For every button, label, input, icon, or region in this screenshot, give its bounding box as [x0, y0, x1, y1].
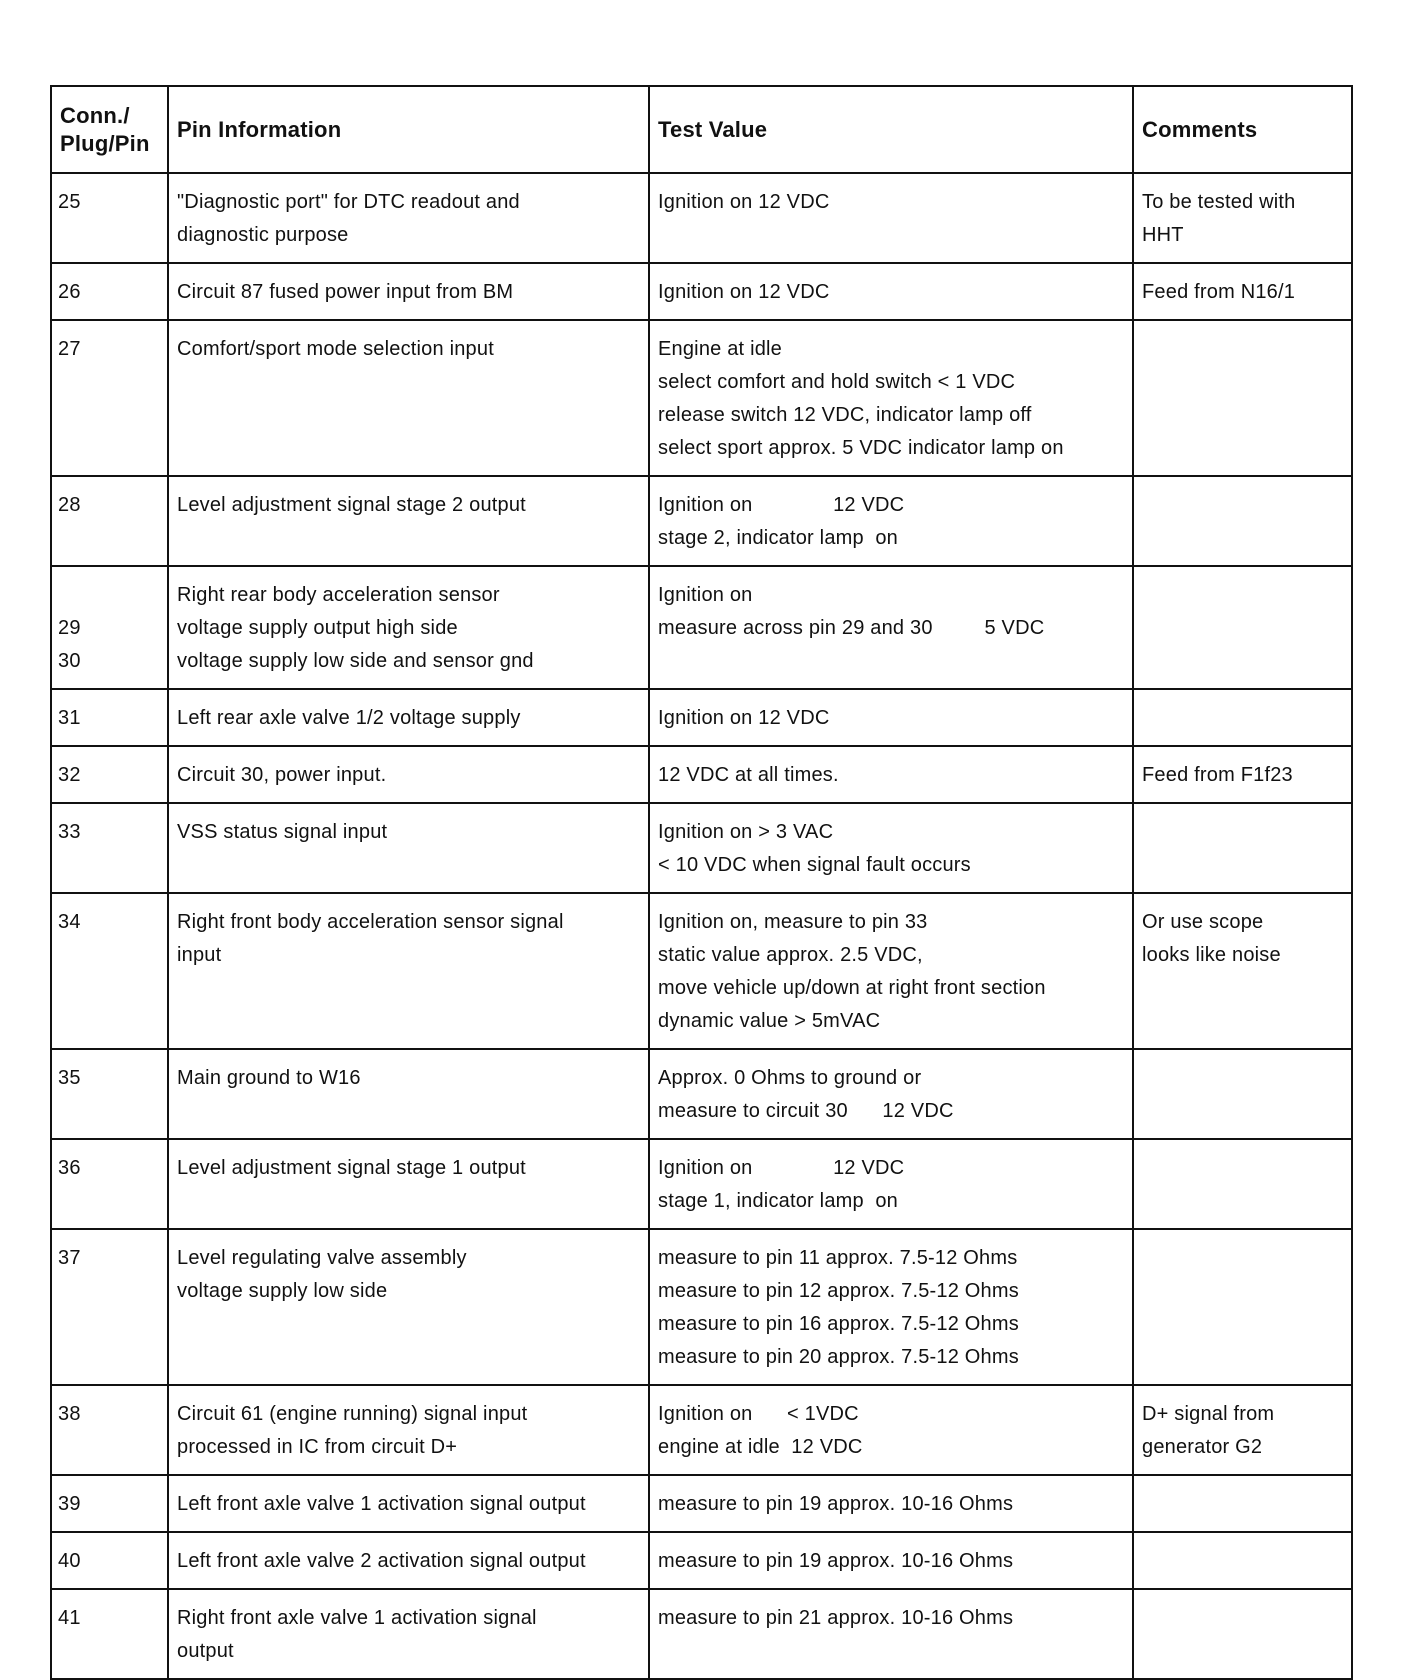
cell-test-value	[649, 803, 1133, 893]
cell-pin-information	[168, 1049, 649, 1139]
cell-test-value-line: 12 VDC at all times.	[658, 764, 839, 786]
cell-pin-information-line: Right front axle valve 1 activation signal	[177, 1607, 537, 1629]
cell-test-value	[649, 263, 1133, 320]
cell-pin-information-line: voltage supply low side and sensor gnd	[177, 650, 534, 672]
cell-test-value	[649, 1475, 1133, 1532]
cell-pin-information	[168, 803, 649, 893]
cell-comments	[1133, 1229, 1352, 1385]
cell-pin-line: 26	[58, 281, 81, 303]
cell-pin-information-line: Left rear axle valve 1/2 voltage supply	[177, 707, 521, 729]
cell-pin-information	[168, 893, 649, 1049]
cell-pin-line: 35	[58, 1067, 81, 1089]
cell-pin-line: 32	[58, 764, 81, 786]
cell-pin-line: 39	[58, 1493, 81, 1515]
cell-test-value	[649, 893, 1133, 1049]
cell-comments-line: Feed from N16/1	[1142, 281, 1296, 303]
cell-pin-line: 34	[58, 911, 81, 933]
cell-comments	[1133, 173, 1352, 263]
cell-pin-information-line: Main ground to W16	[177, 1067, 361, 1089]
table-row	[51, 476, 1352, 566]
cell-pin-information	[168, 476, 649, 566]
cell-test-value-line: measure across pin 29 and 30 5 VDC	[658, 617, 1045, 639]
cell-pin-information	[168, 1139, 649, 1229]
cell-pin-information	[168, 689, 649, 746]
cell-test-value-line: measure to circuit 30 12 VDC	[658, 1100, 954, 1122]
cell-pin-information-line: processed in IC from circuit D+	[177, 1436, 458, 1458]
cell-test-value	[649, 476, 1133, 566]
header-test-value: Test Value	[649, 86, 1133, 173]
cell-comments	[1133, 689, 1352, 746]
cell-pin	[51, 566, 168, 689]
cell-pin-information-line: output	[177, 1640, 234, 1662]
cell-test-value-line: stage 2, indicator lamp on	[658, 527, 898, 549]
cell-test-value	[649, 1589, 1133, 1679]
cell-pin-line: 36	[58, 1157, 81, 1179]
cell-test-value-line: select comfort and hold switch < 1 VDC	[658, 371, 1016, 393]
cell-comments-line: Feed from F1f23	[1142, 764, 1293, 786]
header-pin-information: Pin Information	[168, 86, 649, 173]
cell-pin-information-line: diagnostic purpose	[177, 224, 349, 246]
cell-pin	[51, 689, 168, 746]
table-header-row	[51, 86, 1352, 173]
cell-pin-information-line: Circuit 30, power input.	[177, 764, 387, 786]
table-body	[51, 173, 1352, 1679]
cell-pin-information-line: "Diagnostic port" for DTC readout and	[177, 191, 520, 213]
cell-comments-line: Or use scope	[1142, 911, 1264, 933]
cell-pin-line: 31	[58, 707, 81, 729]
cell-comments	[1133, 1049, 1352, 1139]
cell-pin-information	[168, 173, 649, 263]
table-row	[51, 1532, 1352, 1589]
cell-pin-information-line: Circuit 87 fused power input from BM	[177, 281, 514, 303]
cell-pin-line: 25	[58, 191, 81, 213]
cell-pin-information-line: Circuit 61 (engine running) signal input	[177, 1403, 528, 1425]
cell-test-value-line: < 10 VDC when signal fault occurs	[658, 854, 971, 876]
cell-pin-information-line: Level adjustment signal stage 2 output	[177, 494, 526, 516]
cell-pin-information	[168, 1532, 649, 1589]
cell-pin-information-line: Left front axle valve 1 activation signal output	[177, 1493, 586, 1515]
header-comments: Comments	[1133, 86, 1352, 173]
cell-pin	[51, 320, 168, 476]
cell-test-value	[649, 1532, 1133, 1589]
cell-comments-line: generator G2	[1142, 1436, 1263, 1458]
cell-comments	[1133, 1475, 1352, 1532]
cell-test-value-line: static value approx. 2.5 VDC,	[658, 944, 923, 966]
table-row	[51, 1229, 1352, 1385]
cell-pin-information	[168, 566, 649, 689]
cell-comments	[1133, 566, 1352, 689]
cell-test-value	[649, 689, 1133, 746]
cell-pin-information-line: Right rear body acceleration sensor	[177, 584, 500, 606]
cell-comments-line: To be tested with	[1142, 191, 1296, 213]
cell-pin-information	[168, 1475, 649, 1532]
cell-pin-information	[168, 263, 649, 320]
cell-comments	[1133, 1139, 1352, 1229]
cell-test-value-line: measure to pin 12 approx. 7.5-12 Ohms	[658, 1280, 1019, 1302]
cell-pin-line	[58, 579, 159, 612]
cell-pin-line: 30	[58, 650, 81, 672]
cell-comments-line: HHT	[1142, 224, 1184, 246]
cell-pin	[51, 746, 168, 803]
table-row	[51, 689, 1352, 746]
table-row	[51, 320, 1352, 476]
cell-test-value-line: release switch 12 VDC, indicator lamp off	[658, 404, 1032, 426]
cell-pin-line: 37	[58, 1247, 81, 1269]
table-row	[51, 566, 1352, 689]
cell-pin	[51, 1589, 168, 1679]
cell-comments	[1133, 263, 1352, 320]
table-row	[51, 1589, 1352, 1679]
cell-test-value	[649, 746, 1133, 803]
cell-pin-line: 29	[58, 617, 81, 639]
cell-pin-information-line: voltage supply output high side	[177, 617, 458, 639]
cell-comments	[1133, 893, 1352, 1049]
cell-pin-information-line: Comfort/sport mode selection input	[177, 338, 494, 360]
cell-test-value-line: engine at idle 12 VDC	[658, 1436, 863, 1458]
cell-pin	[51, 1229, 168, 1385]
cell-pin-information-line: Right front body acceleration sensor signal	[177, 911, 564, 933]
cell-test-value	[649, 1385, 1133, 1475]
cell-pin-line: 27	[58, 338, 81, 360]
cell-pin	[51, 1385, 168, 1475]
cell-pin	[51, 1532, 168, 1589]
cell-test-value	[649, 1139, 1133, 1229]
table-row	[51, 263, 1352, 320]
cell-comments	[1133, 1532, 1352, 1589]
pin-information-table	[50, 85, 1353, 1680]
cell-pin-line: 38	[58, 1403, 81, 1425]
cell-test-value-line: Approx. 0 Ohms to ground or	[658, 1067, 922, 1089]
cell-pin	[51, 173, 168, 263]
cell-pin-information-line: Level regulating valve assembly	[177, 1247, 467, 1269]
cell-test-value-line: select sport approx. 5 VDC indicator lamp on	[658, 437, 1064, 459]
cell-pin-information-line: voltage supply low side	[177, 1280, 388, 1302]
cell-pin	[51, 803, 168, 893]
cell-pin-information-line: Level adjustment signal stage 1 output	[177, 1157, 526, 1179]
cell-test-value-line: stage 1, indicator lamp on	[658, 1190, 898, 1212]
table-row	[51, 803, 1352, 893]
cell-pin	[51, 476, 168, 566]
table-row	[51, 893, 1352, 1049]
cell-pin-information	[168, 746, 649, 803]
cell-comments	[1133, 803, 1352, 893]
cell-pin-line: 40	[58, 1550, 81, 1572]
cell-pin-information	[168, 1589, 649, 1679]
cell-test-value-line: Ignition on < 1VDC	[658, 1403, 859, 1425]
cell-test-value-line: Ignition on 12 VDC	[658, 281, 830, 303]
cell-comments	[1133, 1589, 1352, 1679]
header-conn-plug-pin: Conn./ Plug/Pin	[51, 86, 168, 173]
cell-test-value-line: move vehicle up/down at right front section	[658, 977, 1046, 999]
table-row	[51, 1049, 1352, 1139]
cell-test-value-line: Ignition on, measure to pin 33	[658, 911, 928, 933]
cell-test-value-line: Ignition on 12 VDC	[658, 494, 905, 516]
cell-comments-line: D+ signal from	[1142, 1403, 1275, 1425]
cell-pin-information-line: Left front axle valve 2 activation signal output	[177, 1550, 586, 1572]
cell-test-value-line: measure to pin 20 approx. 7.5-12 Ohms	[658, 1346, 1019, 1368]
cell-test-value-line: Ignition on 12 VDC	[658, 191, 830, 213]
cell-comments	[1133, 1385, 1352, 1475]
table-row	[51, 1385, 1352, 1475]
cell-test-value	[649, 1049, 1133, 1139]
cell-comments	[1133, 746, 1352, 803]
cell-test-value-line: Engine at idle	[658, 338, 783, 360]
cell-pin	[51, 1049, 168, 1139]
table-row	[51, 173, 1352, 263]
cell-test-value-line: Ignition on > 3 VAC	[658, 821, 834, 843]
cell-pin-line: 41	[58, 1607, 81, 1629]
table-row	[51, 746, 1352, 803]
cell-pin	[51, 1139, 168, 1229]
cell-pin-information	[168, 1229, 649, 1385]
cell-pin-information	[168, 320, 649, 476]
cell-pin-line: 28	[58, 494, 81, 516]
cell-test-value-line: measure to pin 16 approx. 7.5-12 Ohms	[658, 1313, 1019, 1335]
cell-test-value-line: measure to pin 11 approx. 7.5-12 Ohms	[658, 1247, 1018, 1269]
cell-test-value-line: measure to pin 21 approx. 10-16 Ohms	[658, 1607, 1014, 1629]
cell-pin-information	[168, 1385, 649, 1475]
cell-pin	[51, 1475, 168, 1532]
cell-test-value-line: measure to pin 19 approx. 10-16 Ohms	[658, 1493, 1014, 1515]
cell-test-value-line: Ignition on 12 VDC	[658, 1157, 905, 1179]
cell-pin-information-line: input	[177, 944, 222, 966]
table-row	[51, 1475, 1352, 1532]
cell-test-value-line: Ignition on 12 VDC	[658, 707, 830, 729]
cell-pin-information-line: VSS status signal input	[177, 821, 388, 843]
cell-pin	[51, 893, 168, 1049]
cell-test-value-line: measure to pin 19 approx. 10-16 Ohms	[658, 1550, 1014, 1572]
cell-comments	[1133, 476, 1352, 566]
cell-test-value	[649, 566, 1133, 689]
cell-test-value	[649, 173, 1133, 263]
cell-test-value	[649, 320, 1133, 476]
cell-test-value-line: dynamic value > 5mVAC	[658, 1010, 881, 1032]
table-row	[51, 1139, 1352, 1229]
cell-comments-line: looks like noise	[1142, 944, 1281, 966]
cell-comments	[1133, 320, 1352, 476]
cell-test-value	[649, 1229, 1133, 1385]
cell-pin-line: 33	[58, 821, 81, 843]
cell-pin	[51, 263, 168, 320]
cell-test-value-line: Ignition on	[658, 584, 753, 606]
